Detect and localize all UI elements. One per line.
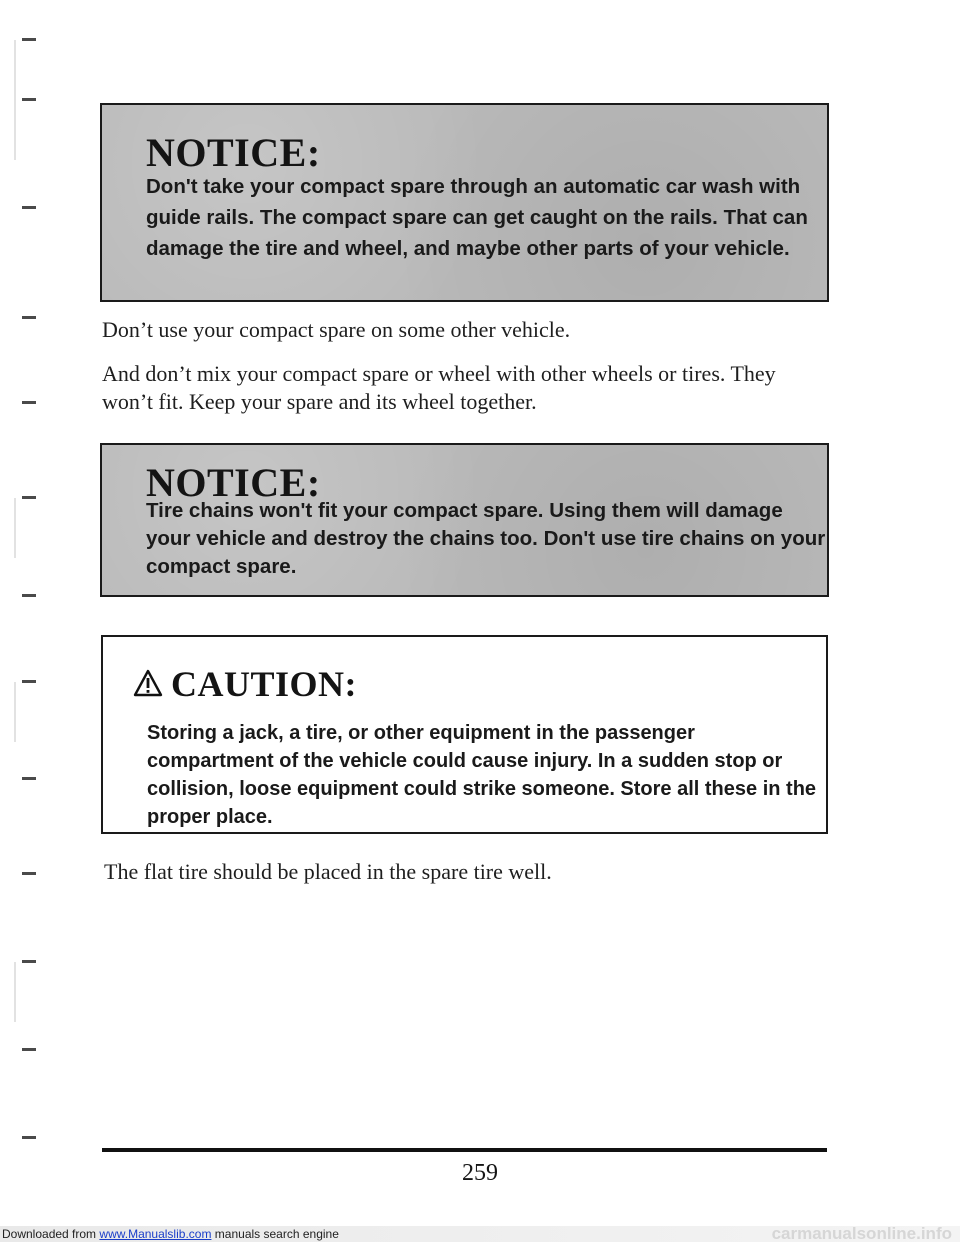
caution-box (101, 635, 828, 834)
margin-mark (22, 38, 36, 41)
page-number: 259 (462, 1160, 498, 1186)
margin-stem (14, 962, 16, 1022)
footer-prefix: Downloaded from (2, 1227, 97, 1241)
watermark: carmanualsonline.info (771, 1224, 952, 1243)
margin-mark (22, 316, 36, 319)
footer-rule (102, 1148, 827, 1152)
margin-mark (22, 594, 36, 597)
caution-text: Storing a jack, a tire, or other equipment in the passenger compartment of the vehicle could cause injury. In a sudden stop or collision, loose equipment could strike someone. Store all these in the proper place. (147, 722, 817, 828)
margin-mark (22, 1048, 36, 1051)
paragraph-other-vehicle: Don’t use your compact spare on some other vehicle. (102, 317, 571, 342)
margin-stem (14, 498, 16, 558)
margin-mark (22, 872, 36, 875)
margin-mark (22, 401, 36, 404)
notice-title: NOTICE: (146, 130, 321, 175)
margin-mark (22, 680, 36, 683)
margin-mark (22, 1136, 36, 1139)
notice-box-car-wash (100, 103, 829, 302)
warning-triangle-icon (133, 669, 163, 697)
notice-text: Don't take your compact spare through an automatic car wash with guide rails. The compact spare can get caught on the rails. That can damage the tire and wheel, and maybe other parts of your vehicle. (146, 175, 808, 260)
caution-title: CAUTION: (171, 664, 358, 704)
margin-mark (22, 777, 36, 780)
margin-stem (14, 682, 16, 742)
notice-box-tire-chains (100, 443, 829, 597)
margin-mark (22, 960, 36, 963)
margin-stem (14, 40, 16, 100)
margin-stem (14, 100, 16, 160)
paragraph-flat-tire: The flat tire should be placed in the spare tire well. (104, 859, 552, 884)
notice-text: Tire chains won't fit your compact spare. Using them will damage your vehicle and destroy the chains too. Don't use tire chains on your compact spare. (146, 499, 826, 578)
footer-suffix: manuals search engine (214, 1227, 339, 1241)
margin-mark (22, 496, 36, 499)
margin-mark (22, 98, 36, 101)
manualslib-link[interactable]: www.Manualslib.com (99, 1227, 212, 1241)
paragraph-mix-wheels: And don’t mix your compact spare or wheel with other wheels or tires. They won’t fit. Keep your spare and its wheel together. (102, 361, 776, 414)
notice-title: NOTICE: (146, 460, 321, 505)
margin-mark (22, 206, 36, 209)
left-margin-marks (0, 0, 80, 1242)
